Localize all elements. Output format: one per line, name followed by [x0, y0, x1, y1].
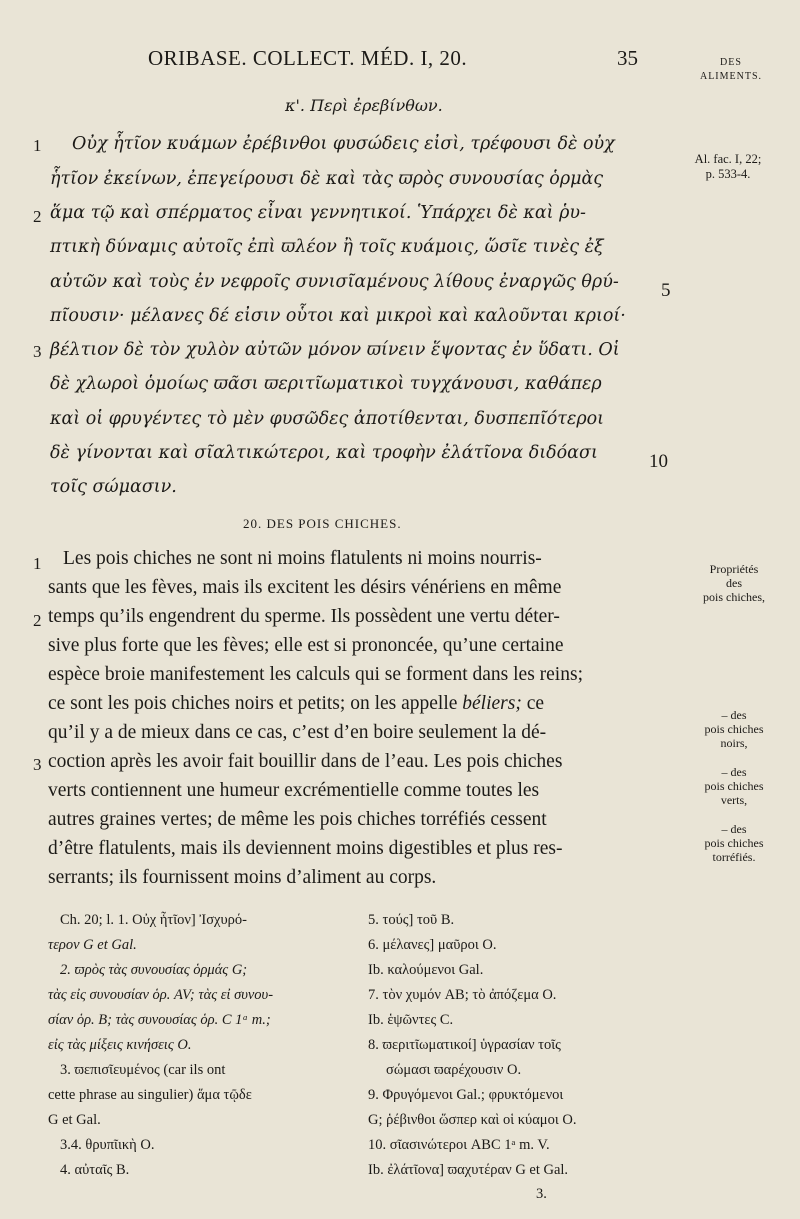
reference-line: p. 533-4. — [705, 167, 751, 181]
paragraph-number: 1 — [33, 554, 42, 573]
greek-text-line: τοῖς σώμασιν. — [50, 477, 177, 497]
greek-text-line: δὲ γίνονται καὶ σῖαλτικώτεροι, καὶ τροφὴν ἐλάτῖονα διδόασι — [50, 443, 598, 463]
footnote-line: 2. ϖρὸς τὰς συνουσίας ὁρμάς G; — [60, 962, 248, 978]
footnote-line: 6. μέλανες] μαῦροι O. — [368, 937, 497, 953]
footnote-line: G; ῥέβινθοι ὥσπερ καὶ οἱ κύαμοι O. — [368, 1112, 577, 1128]
greek-text-line: βέλτιον δὲ τὸν χυλὸν αὐτῶν μόνον ϖίνειν ἕψοντας ἐν ὕδατι. Οἱ — [50, 340, 620, 360]
margin-heading-line: DES — [720, 57, 742, 68]
greek-chapter-title: κ'. Περὶ ἐρεβίνθων. — [285, 96, 443, 115]
french-text-line: coction après les avoir fait bouillir dans de l’eau. Les pois chiches — [48, 751, 563, 772]
margin-heading — [690, 56, 772, 84]
french-text-line: serrants; ils fournissent moins d’aliment au corps. — [48, 867, 437, 888]
french-text-line: sants que les fèves, mais ils excitent les désirs vénériens en même — [48, 577, 562, 598]
side-note-line: verts, — [720, 793, 748, 807]
footnote-line: τὰς εἰς συνουσίαν ὁρ. AV; τὰς εἰ συνου- — [48, 987, 274, 1003]
side-note-line: – des — [721, 708, 747, 722]
side-note — [676, 822, 792, 864]
greek-text-line: ἅμα τῷ καὶ σπέρματος εἶναι γεννητικοί. Ὑπάρχει δὲ καὶ ῥυ- — [50, 203, 586, 223]
french-text-line: Les pois chiches ne sont ni moins flatulents ni moins nourris- — [63, 548, 542, 569]
side-note-line: pois chiches — [704, 722, 764, 736]
greek-text-line: ἧτῖον ἐκείνων, ἐπεγείρουσι δὲ καὶ τὰς ϖρὸς συνουσίας ὁρμὰς — [50, 169, 604, 189]
footnote-line: Ch. 20; l. 1. Οὐχ ἧτῖον] Ἰσχυρό- — [60, 912, 247, 928]
line-number: 5 — [661, 280, 671, 301]
footnote-line: 3. ϖεπισῖευμένος (car ils ont — [60, 1062, 226, 1078]
side-note-line: Propriétés — [709, 562, 759, 576]
french-text-line: temps qu’ils engendrent du sperme. Ils possèdent une vertu déter- — [48, 606, 560, 627]
footnote-line: σίαν ὁρ. B; τὰς συνουσίας ὁρ. C 1ᵃ m.; — [48, 1012, 271, 1028]
margin-heading-line: ALIMENTS. — [699, 71, 763, 82]
paragraph-number: 3 — [33, 342, 42, 361]
footnote-line: cette phrase au singulier) ἅμα τῷδε — [48, 1087, 252, 1103]
footnote-line: G et Gal. — [48, 1112, 101, 1128]
greek-text-line: δὲ χλωροὶ ὁμοίως ϖᾶσι ϖεριτῖωματικοὶ τυγχάνουσι, καθάπερ — [50, 374, 602, 394]
greek-text-line: Οὐχ ἧτῖον κυάμων ἐρέβινθοι φυσώδεις εἰσὶ, τρέφουσι δὲ οὐχ — [72, 134, 615, 154]
footnote-line: 10. σῖασινώτεροι ABC 1ᵃ m. V. — [368, 1137, 550, 1153]
french-text-line: sive plus forte que les fèves; elle est si prononcée, qu’une certaine — [48, 635, 564, 656]
side-note-line: pois chiches — [704, 836, 764, 850]
footnote-line: Ib. ἐλάτῖονα] ϖαχυτέραν G et Gal. — [368, 1162, 569, 1178]
greek-source-reference — [680, 152, 776, 182]
footnote-line: Ib. καλούμενοι Gal. — [368, 962, 484, 978]
page-number: 35 — [617, 46, 638, 70]
french-text-segment: ce sont les pois chiches noirs et petits; on les appelle — [48, 693, 458, 714]
paragraph-number: 2 — [33, 207, 42, 226]
side-note-line: noirs, — [720, 736, 748, 750]
greek-text-line: καὶ οἱ φρυγέντες τὸ μὲν φυσῶδες ἀποτίθενται, δυσπεπῖότεροι — [50, 409, 605, 429]
footnote-line: 4. αὐταῖς B. — [60, 1162, 130, 1178]
french-text-line — [48, 693, 544, 715]
paragraph-number: 1 — [33, 136, 42, 155]
footnote-line: 3.4. θρυπῖικὴ O. — [60, 1137, 155, 1153]
greek-text-line: πτικὴ δύναμις αὐτοῖς ἐπὶ ϖλέον ἢ τοῖς κυάμοις, ὥσῖε τινὲς ἐξ — [50, 237, 604, 257]
running-title: ORIBASE. COLLECT. MÉD. I, 20. — [148, 46, 468, 70]
footnote-line: σώμασι ϖαρέχουσιν O. — [386, 1062, 522, 1078]
side-note-line: torréfiés. — [712, 850, 756, 864]
french-text-line: d’être flatulents, mais ils deviennent moins digestibles et plus res- — [48, 838, 563, 859]
french-text-line: qu’il y a de mieux dans ce cas, c’est d’en boire seulement la dé- — [48, 722, 547, 743]
footnote-line: 5. τούς] τοῦ B. — [368, 912, 455, 928]
side-note-line: pois chiches — [704, 779, 764, 793]
paragraph-number: 2 — [33, 611, 42, 630]
french-text-line: espèce broie manifestement les calculs qui se forment dans les reins; — [48, 664, 583, 685]
footnote-line: Ib. ἑψῶντες C. — [368, 1012, 454, 1028]
side-note-line: – des — [721, 822, 747, 836]
side-note-line: – des — [721, 765, 747, 779]
footnote-line: 7. τὸν χυμόν AB; τὸ ἀπόζεμα O. — [368, 987, 557, 1003]
french-text-line: autres graines vertes; de même les pois chiches torréfiés cessent — [48, 809, 547, 830]
french-text-segment: ce — [526, 693, 545, 714]
side-note — [676, 562, 792, 604]
line-number: 10 — [649, 451, 668, 472]
footnote-line: τερον G et Gal. — [48, 937, 137, 953]
footnote-line: εἰς τὰς μίξεις κινήσεις O. — [48, 1037, 192, 1053]
side-note-line: des — [726, 576, 742, 590]
paragraph-number: 3 — [33, 755, 42, 774]
french-text-line: verts contiennent une humeur excrémentielle comme toutes les — [48, 780, 540, 801]
side-note — [676, 765, 792, 807]
french-italic-term: béliers; — [462, 693, 522, 714]
footnote-line: 9. Φρυγόμενοι Gal.; φρυκτόμενοι — [368, 1087, 564, 1103]
french-section-title: 20. DES POIS CHICHES. — [243, 516, 402, 531]
signature-mark: 3. — [536, 1186, 547, 1202]
side-note-line: pois chiches, — [703, 590, 765, 604]
footnote-line: 8. ϖεριτῖωματικοί] ὑγρασίαν τοῖς — [368, 1037, 561, 1053]
reference-line: Al. fac. I, 22; — [694, 152, 762, 166]
side-note — [676, 708, 792, 750]
greek-text-line: αὐτῶν καὶ τοὺς ἐν νεφροῖς συνισῖαμένους λίθους ἐναργῶς θρύ- — [50, 272, 619, 292]
greek-text-line: πῖουσιν· μέλανες δέ εἰσιν οὗτοι καὶ μικροὶ καὶ καλοῦνται κριοί· — [50, 306, 626, 326]
